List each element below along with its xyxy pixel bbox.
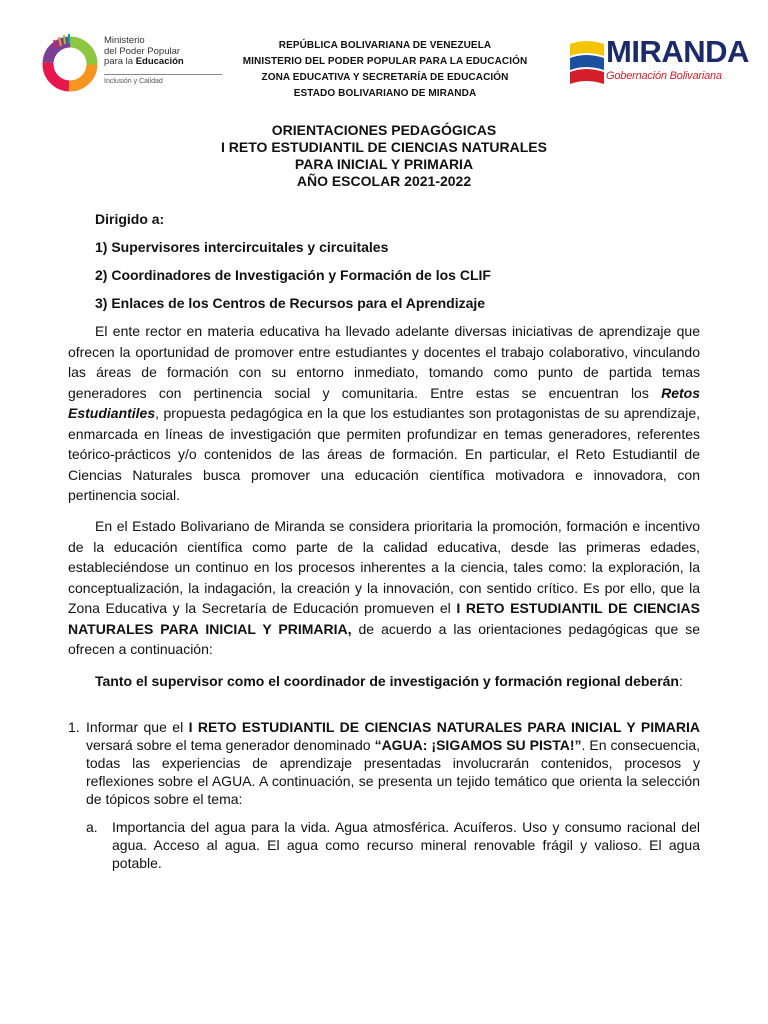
responsibilities-lead (68, 672, 700, 690)
lead-colon: : (678, 673, 683, 689)
sub-list-item-text: Importancia del agua para la vida. Agua atmosférica. Acuíferos. Uso y consumo racional del agua. Acceso al agua. El agua como recurso mineral renovable frágil y valioso. El agua potable. (112, 819, 700, 871)
title-line: AÑO ESCOLAR 2021-2022 (296, 173, 472, 189)
emphasis-text: Retos Estudiantiles (68, 384, 700, 421)
list-item-body (86, 718, 700, 808)
lead-text: Tanto el supervisor como el coordinador de investigación y formación regional deberán (95, 673, 679, 689)
sub-list-item-letter: a. (86, 819, 98, 835)
list-item-text: . En consecuencia, todas las experiencias de aprendizaje presentadas involucrarán contenidos, procesos y reflexiones sobre el AGUA. A continuación, se presenta un tejido temático que orienta la selección de tópicos sobre el tema: (86, 737, 700, 807)
list-item-number: 1. (68, 719, 80, 735)
ministry-logo-line2: del Poder Popular (104, 45, 181, 57)
ministry-logo-line3-bold: Educación (135, 56, 184, 67)
addressee-item: 1) Supervisores intercircuitales y circuitales (95, 239, 389, 255)
paragraph-intro (68, 321, 700, 506)
title-line: PARA INICIAL Y PRIMARIA (294, 156, 474, 172)
addressee-item: 3) Enlaces de los Centros de Recursos para el Aprendizaje (95, 295, 486, 311)
bold-text: I RETO ESTUDIANTIL DE CIENCIAS NATURALES PARA INICIAL Y PIMARIA (188, 719, 700, 735)
miranda-logo-word: MIRANDA (606, 34, 749, 69)
ministry-logo-text (104, 36, 184, 68)
letterhead (200, 38, 570, 102)
title-line: I RETO ESTUDIANTIL DE CIENCIAS NATURALES (221, 139, 547, 155)
bold-text: “AGUA: ¡SIGAMOS SU PISTA!” (374, 737, 582, 753)
miranda-logo-subtitle: Gobernación Bolivariana (606, 70, 722, 82)
ministry-logo (40, 28, 190, 98)
paragraph-text: de acuerdo a las orientaciones pedagógicas que se ofrecen a continuación: (68, 620, 700, 657)
paragraph-miranda (68, 516, 700, 660)
ministry-logo-line1: Ministerio (104, 35, 145, 46)
paragraph-text: En el Estado Bolivariano de Miranda se considera prioritaria la promoción, formación e incentivo de la educación científica como parte de la calidad educativa, desde las primeras edades, estableciéndose un continuo en los procesos inherentes a la ciencia, tales como: la exploración, la conceptualización, la indagación, la creación y la innovación, con sentido crítico. Es por ello, que la Zona Educativa y la Secretaría de Educación promueven el (68, 518, 700, 616)
list-item-text: Informar que el (86, 719, 189, 735)
letterhead-line: ESTADO BOLIVARIANO DE MIRANDA (293, 88, 477, 99)
paragraph-text: El ente rector en materia educativa ha llevado adelante diversas iniciativas de aprendizaje que ofrecen la oportunidad de promover entre estudiantes y docentes el trabajo colaborativo, vinculando las áreas de formación con su entorno inmediato, tomando como punto de partida temas generadores con pertinencia social y comunitaria. Entre estas se encuentran los (68, 323, 700, 401)
addressee-heading: Dirigido a: (95, 211, 165, 227)
miranda-logo (566, 34, 749, 94)
miranda-flag-icon (566, 38, 606, 90)
ministry-logo-tagline: Inclusión y Calidad (104, 78, 163, 85)
title-line: ORIENTACIONES PEDAGÓGICAS (271, 122, 497, 138)
document-title (120, 122, 648, 190)
addressee-item: 2) Coordinadores de Investigación y Formación de los CLIF (95, 267, 491, 283)
list-item-text: versará sobre el tema generador denominado (86, 737, 375, 753)
letterhead-line: REPÚBLICA BOLIVARIANA DE VENEZUELA (278, 40, 492, 51)
bold-text: I RETO ESTUDIANTIL DE CIENCIAS NATURALES PARA INICIAL Y PRIMARIA, (68, 600, 700, 637)
letterhead-line: ZONA EDUCATIVA Y SECRETARÍA DE EDUCACIÓN (261, 72, 509, 83)
ministry-ring-icon (40, 32, 100, 92)
ministry-logo-line3: para la (104, 56, 136, 67)
letterhead-line: MINISTERIO DEL PODER POPULAR PARA LA EDUCACIÓN (242, 56, 528, 67)
paragraph-text: , propuesta pedagógica en la que los estudiantes son protagonistas de su aprendizaje, enmarcada en líneas de investigación que permiten profundizar en temas generadores, referentes teórico-prácticos y/o contenidos de las áreas de formación. En particular, el Reto Estudiantil de Ciencias Naturales busca promover una educación científica motivadora e innovadora, con pertinencia social. (68, 405, 700, 503)
